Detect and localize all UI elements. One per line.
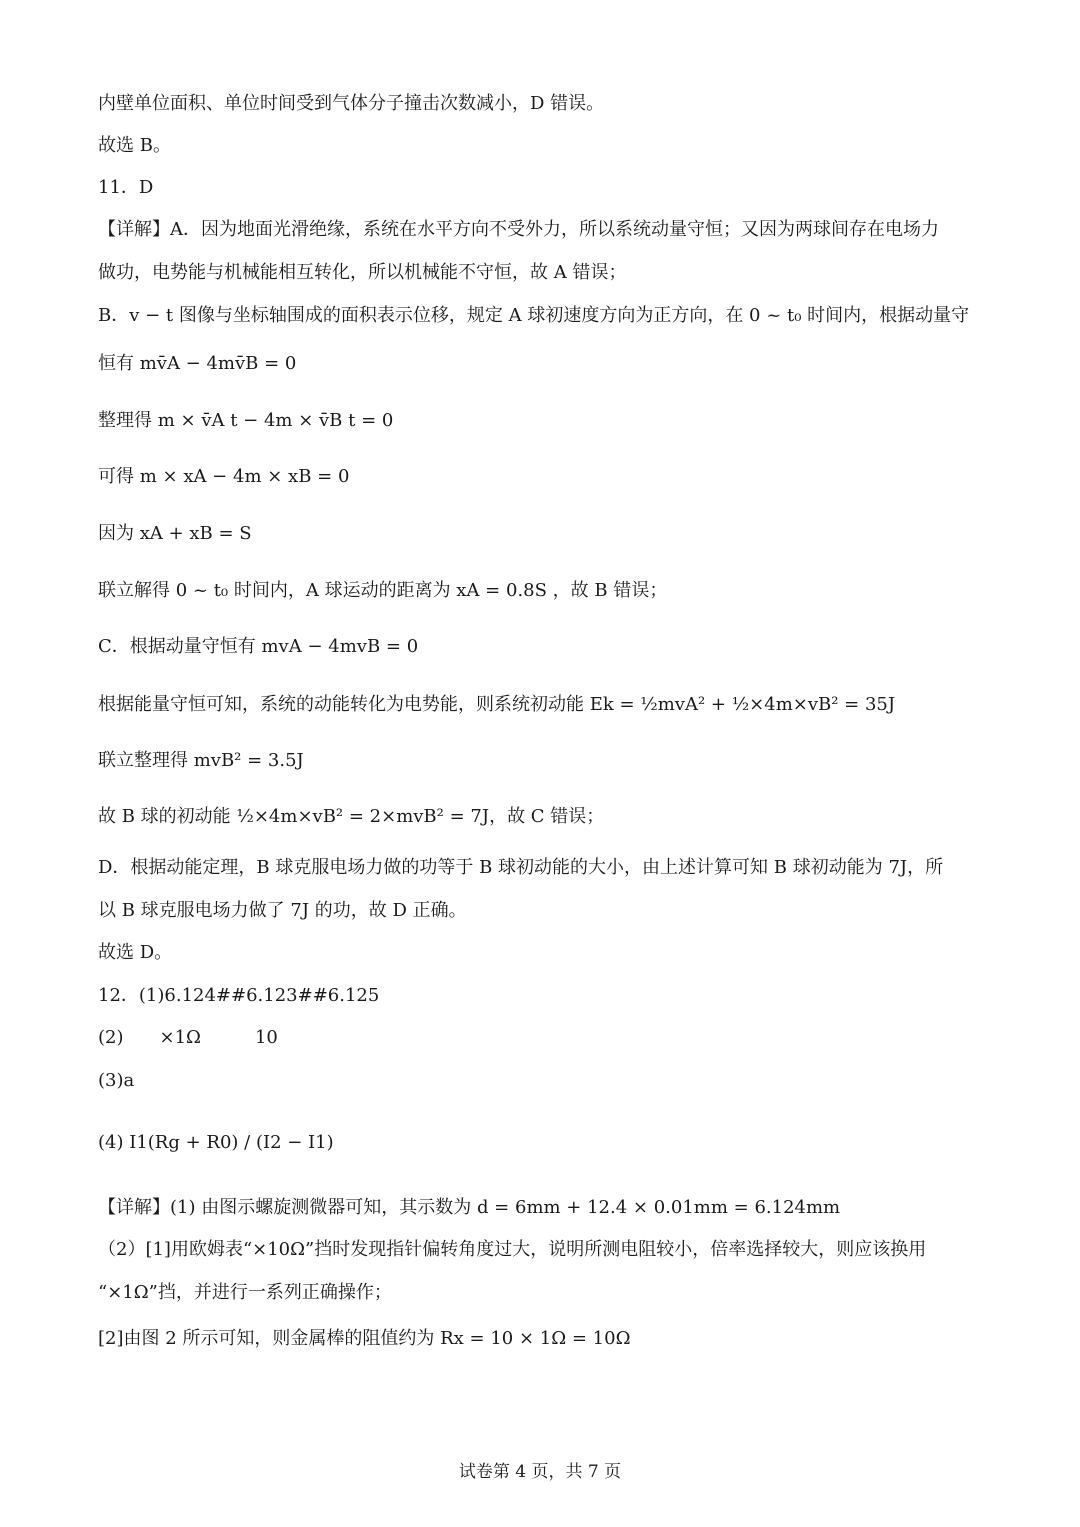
text-line: 故选 B。	[98, 135, 171, 156]
answer-line: (3)a	[98, 1070, 135, 1091]
formula-line: 可得 m × xA − 4m × xB = 0	[98, 466, 350, 487]
answer-line: (2) ×1Ω 10	[98, 1027, 278, 1048]
formula-line: 根据能量守恒可知，系统的动能转化为电势能，则系统初动能 Ek = ½mvA² + ½×4m×vB² = 35J	[98, 694, 896, 715]
formula-line: 恒有 mv̄A − 4mv̄B = 0	[98, 353, 297, 374]
question-11-answer: 11．D	[98, 177, 154, 198]
text-line: （2）[1]用欧姆表“×10Ω”挡时发现指针偏转角度过大，说明所测电阻较小，倍率选择较大，则应该换用	[98, 1239, 927, 1260]
text-line: 故选 D。	[98, 942, 173, 963]
text-line: 【详解】A．因为地面光滑绝缘，系统在水平方向不受外力，所以系统动量守恒；又因为两球间存在电场力	[98, 219, 939, 240]
answer-formula: (4) I1(Rg + R0) / (I2 − I1)	[98, 1132, 334, 1153]
formula-line: C．根据动量守恒有 mvA − 4mvB = 0	[98, 636, 419, 657]
formula-line: 故 B 球的初动能 ½×4m×vB² = 2×mvB² = 7J，故 C 错误；	[98, 806, 605, 827]
formula-line: 联立整理得 mvB² = 3.5J	[98, 750, 304, 771]
formula-line: 因为 xA + xB = S	[98, 523, 252, 544]
formula-line: 整理得 m × v̄A t − 4m × v̄B t = 0	[98, 410, 394, 431]
text-line: 联立解得 0 ~ t₀ 时间内，A 球运动的距离为 xA = 0.8S ，故 B 错误；	[98, 580, 668, 601]
page-footer: 试卷第 4 页，共 7 页	[458, 1462, 622, 1482]
text-line: 做功，电势能与机械能相互转化，所以机械能不守恒，故 A 错误；	[98, 262, 627, 283]
formula-line: [2]由图 2 所示可知，则金属棒的阻值约为 Rx = 10 × 1Ω = 10Ω	[98, 1328, 631, 1349]
text-line: D．根据动能定理，B 球克服电场力做的功等于 B 球初动能的大小，由上述计算可知 B 球初动能为 7J，所	[98, 857, 944, 878]
text-line: “×1Ω”挡，并进行一系列正确操作；	[98, 1282, 392, 1303]
text-line: 内壁单位面积、单位时间受到气体分子撞击次数减小，D 错误。	[98, 93, 605, 114]
question-12-answer: 12．(1)6.124##6.123##6.125	[98, 985, 380, 1006]
text-line: B．v − t 图像与坐标轴围成的面积表示位移，规定 A 球初速度方向为正方向，在 0 ~ t₀ 时间内，根据动量守	[98, 305, 970, 326]
text-line: 以 B 球克服电场力做了 7J 的功，故 D 正确。	[98, 900, 467, 921]
formula-line: 【详解】(1) 由图示螺旋测微器可知，其示数为 d = 6mm + 12.4 × 0.01mm = 6.124mm	[98, 1197, 841, 1218]
